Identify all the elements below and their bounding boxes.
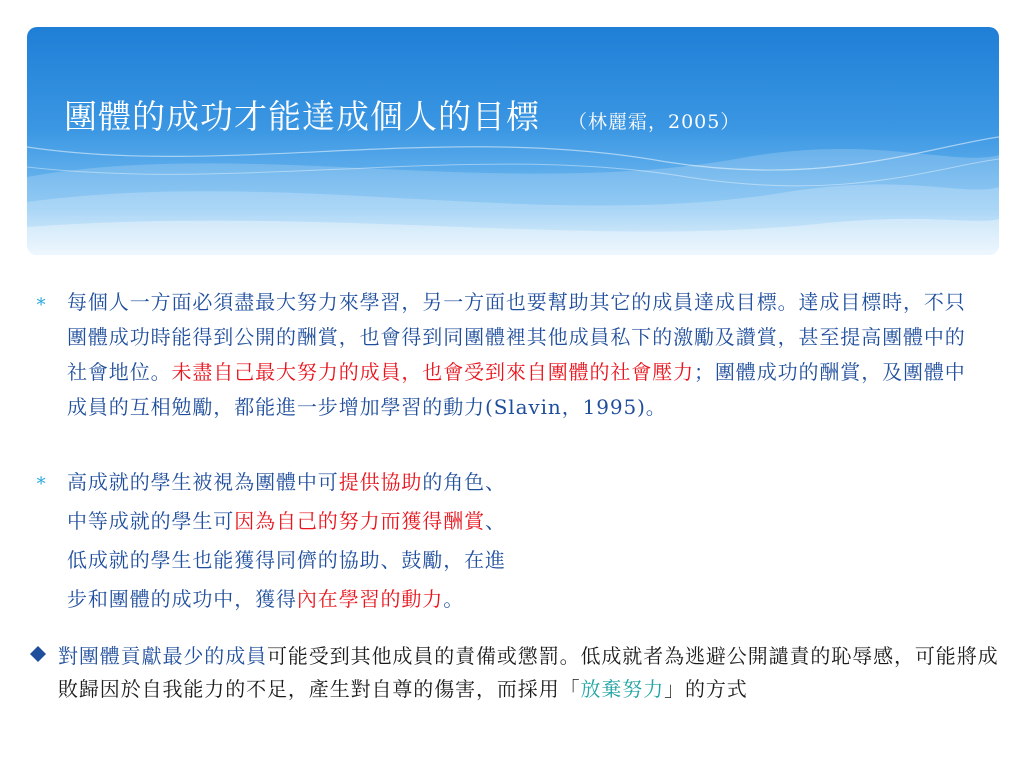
paragraph-cooperative-learning xyxy=(67,285,983,425)
bullet3-teal: 放棄努力 xyxy=(580,677,665,701)
diamond-bullet-icon xyxy=(30,646,46,662)
line2-text: 中等成就的學生可 xyxy=(67,509,235,533)
bullet-marker-2: ∗ xyxy=(35,470,48,491)
line-mid-achievers xyxy=(67,502,767,541)
line4-emphasis: 內在學習的動力 xyxy=(296,587,444,611)
line-low-achievers: 低成就的學生也能獲得同儕的協助、鼓勵，在進 xyxy=(67,548,506,572)
line-high-achievers xyxy=(67,463,767,502)
bullet-marker-1: ∗ xyxy=(35,291,48,312)
line1-text: 高成就的學生被視為團體中可 xyxy=(67,470,339,494)
bullet3-text-b: 」的方式 xyxy=(664,677,748,701)
line4-text: 步和團體的成功中，獲得 xyxy=(67,587,297,611)
bullet1-text-b: ；團體成功的酬賞，及團體中成員的互相勉勵，都能進一步增加學習的動力(Slavin，1995)。 xyxy=(67,360,966,419)
title-main: 團體的成功才能達成個人的目標 xyxy=(64,97,540,136)
line1-tail: 的角色、 xyxy=(422,470,506,494)
line2-emphasis: 因為自己的努力而獲得酬賞 xyxy=(234,509,486,533)
title-citation: （林麗霜，2005） xyxy=(568,111,741,133)
bullet1-text-a: 每個人一方面必須盡最大努力來學習，另一方面也要幫助其它的成員達成目標。達成目標時，不只團體成功時能得到公開的酬賞，也會得到同團體裡其他成員私下的激勵及讚賞，甚至提高團體中的社會地位。 xyxy=(67,290,966,384)
bullet1-emphasis: 未盡自己最大努力的成員，也會受到來自團體的社會壓力 xyxy=(171,360,694,384)
paragraph-least-contributors xyxy=(58,640,1008,706)
paragraph-achievement-levels xyxy=(67,463,767,619)
line2-tail: 、 xyxy=(485,509,506,533)
bullet3-emphasis: 對團體貢獻最少的成員 xyxy=(58,644,267,668)
line-intrinsic-motivation xyxy=(67,580,767,619)
line1-emphasis: 提供協助 xyxy=(338,470,423,494)
bullet3-text-a: 可能受到其他成員的責備或懲罰。低成就者為逃避公開譴責的恥辱感，可能將成敗歸因於自我能力的不足，產生對自尊的傷害，而採用「 xyxy=(58,644,999,701)
line4-tail: 。 xyxy=(443,587,465,611)
